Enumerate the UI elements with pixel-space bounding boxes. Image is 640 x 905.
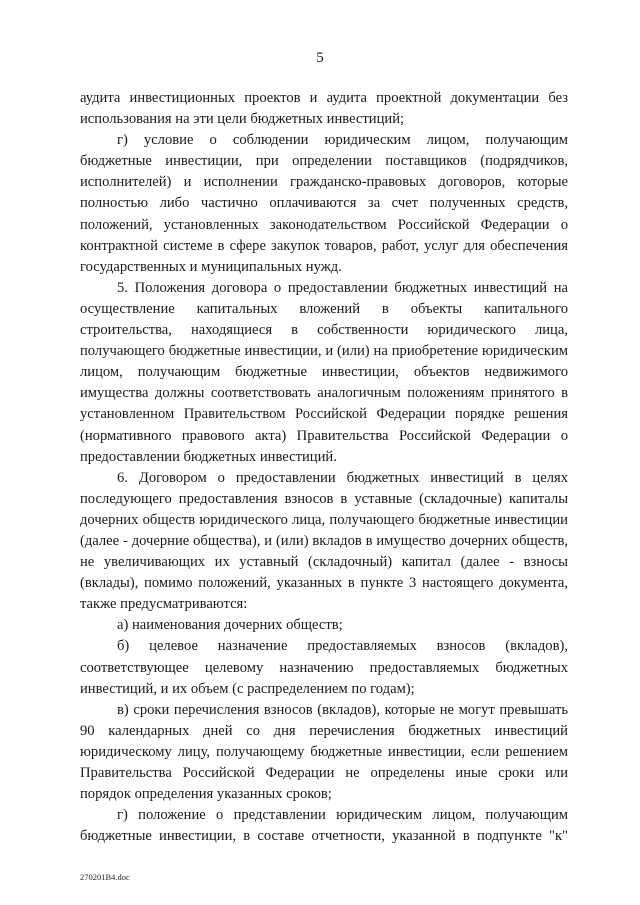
paragraph-item-b: б) целевое назначение предоставляемых взносов (вкладов), соответствующее целевому назначению предоставляемых бюджетных инвестиций, и их объем (с распределением по годам); [80, 638, 568, 697]
paragraph-item-a: а) наименования дочерних обществ; [117, 617, 343, 634]
paragraph-clause-6: 6. Договором о предоставлении бюджетных инвестиций в целях последующего предоставления взносов в уставные (складочные) капиталы дочерних обществ юридического лица, получающего бюджетные инвестиции (далее - дочерние общества), и (или) вкладов в имущество дочерних обществ, не увеличивающих их уставный (складочный) капитал (далее - взносы (вклады), помимо положений, указанных в пункте 3 настоящего документа, также предусматриваются: [80, 469, 568, 613]
paragraph-item-g-reporting: г) положение о представлении юридическим лицом, получающим бюджетные инвестиции, в составе отчетности, указанной в подпункте "к" [80, 807, 568, 845]
paragraph-audit-continuation: аудита инвестиционных проектов и аудита проектной документации без использования на эти цели бюджетных инвестиций; [80, 90, 568, 128]
paragraph-clause-5: 5. Положения договора о предоставлении бюджетных инвестиций на осуществление капитальных вложений в объекты капитального строительства, находящиеся в собственности юридического лица, получающего бюджетные инвестиции, и (или) на приобретение юридическим лицом, получающим бюджетные инвестиции, объектов недвижимого имущества должны соответствовать аналогичным положениям принятого в установленном Правительством Российской Федерации порядке решения (нормативного правового акта) Правительства Российской Федерации о предоставлении бюджетных инвестиций. [80, 279, 568, 465]
page-number: 5 [316, 50, 324, 66]
document-body [80, 88, 568, 847]
document-footer-filename: 270201В4.doc [80, 872, 130, 882]
paragraph-item-v: в) сроки перечисления взносов (вкладов), которые не могут превышать 90 календарных дней со дня перечисления бюджетных инвестиций юридическому лицу, получающему бюджетные инвестиции, если решением Правительства Российской Федерации не определены иные сроки или порядок определения указанных сроков; [80, 701, 568, 803]
paragraph-item-g-procurement: г) условие о соблюдении юридическим лицом, получающим бюджетные инвестиции, при определении поставщиков (подрядчиков, исполнителей) и исполнении гражданско-правовых договоров, которые полностью либо частично оплачиваются за счет полученных средств, положений, установленных законодательством Российской Федерации о контрактной системе в сфере закупок товаров, работ, услуг для обеспечения государственных и муниципальных нужд. [80, 132, 568, 275]
